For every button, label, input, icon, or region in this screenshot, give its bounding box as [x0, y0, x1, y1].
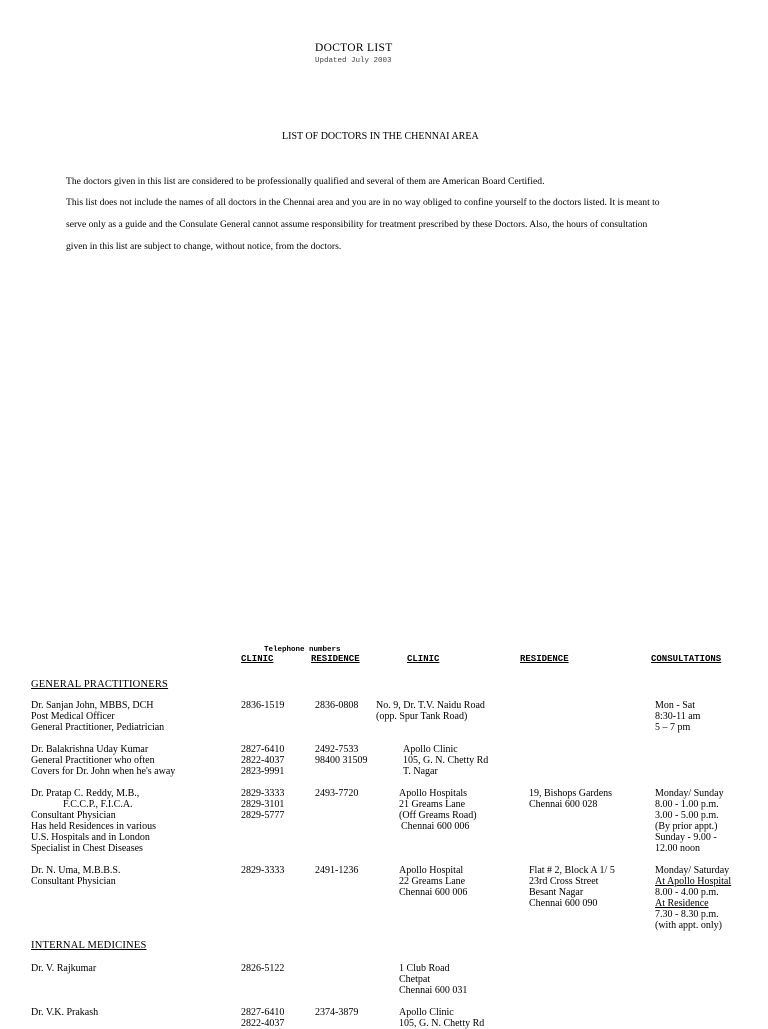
residence-phone-line: 2836-0808 — [315, 700, 359, 711]
section-heading-internal-medicines: INTERNAL MEDICINES — [31, 940, 147, 951]
clinic-address-line: Chennai 600 006 — [399, 887, 468, 898]
column-header-clinic-phone: CLINIC — [241, 654, 274, 664]
clinic-phone — [241, 700, 284, 711]
clinic-address-line: Apollo Clinic — [399, 1007, 454, 1018]
clinic-phone — [241, 963, 284, 974]
consultation-line: 3.00 - 5.00 p.m. — [655, 810, 719, 821]
doctor-name — [31, 963, 96, 974]
clinic-phone — [241, 788, 284, 821]
clinic-phone — [241, 865, 284, 876]
clinic-phone-line: 2827-6410 — [241, 744, 285, 755]
consultation-hours — [655, 700, 700, 733]
clinic-address-line: (Off Greams Road) — [399, 810, 477, 821]
doctor-name-line: F.C.C.P., F.I.C.A. — [63, 799, 133, 810]
residence-phone — [315, 700, 358, 711]
residence-address — [529, 865, 615, 909]
residence-address-line: 23rd Cross Street — [529, 876, 599, 887]
doctor-name-line: Post Medical Officer — [31, 711, 115, 722]
clinic-address — [399, 963, 467, 996]
consultation-line: Monday/ Sunday — [655, 788, 724, 799]
residence-address-line: Chennai 600 090 — [529, 898, 598, 909]
clinic-address — [399, 1007, 484, 1029]
doctor-name — [31, 744, 175, 777]
updated-date: Updated July 2003 — [315, 57, 392, 65]
clinic-address-line: Apollo Hospitals — [399, 788, 468, 799]
residence-address-line: Chennai 600 028 — [529, 799, 598, 810]
intro-line: This list does not include the names of all doctors in the Chennai area and you are in no way obliged to confine yourself to the doctors listed. It is meant to — [66, 197, 660, 208]
clinic-address — [399, 865, 467, 898]
clinic-address-line: No. 9, Dr. T.V. Naidu Road — [376, 700, 485, 711]
clinic-address-line: 105, G. N. Chetty Rd — [399, 1018, 485, 1029]
residence-phone — [315, 1007, 358, 1018]
residence-phone-line: 2493-7720 — [315, 788, 359, 799]
doctor-name-line: Dr. N. Uma, M.B.B.S. — [31, 865, 121, 876]
column-header-clinic-address: CLINIC — [407, 654, 440, 664]
column-header-residence-address: RESIDENCE — [520, 654, 569, 664]
doctor-name-line: General Practitioner who often — [31, 755, 155, 766]
clinic-address-line: T. Nagar — [403, 766, 438, 777]
residence-address-line: 19, Bishops Gardens — [529, 788, 613, 799]
document-title: DOCTOR LIST — [315, 42, 393, 54]
residence-phone-line: 98400 31509 — [315, 755, 368, 766]
doctor-name-line: Specialist in Chest Diseases — [31, 843, 143, 854]
residence-phone-line: 2374-3879 — [315, 1007, 359, 1018]
doctor-name-line: Dr. Balakrishna Uday Kumar — [31, 744, 149, 755]
consultation-line: 8:30-11 am — [655, 711, 701, 722]
intro-line: serve only as a guide and the Consulate General cannot assume responsibility for treatment prescribed by these Doctors. Also, the hours of consultation — [66, 219, 648, 230]
clinic-address — [399, 788, 477, 832]
consultation-line: At Apollo Hospital — [655, 876, 732, 887]
intro-line: The doctors given in this list are considered to be professionally qualified and several of them are American Board Certified. — [66, 176, 545, 187]
section-heading-general-practitioners: GENERAL PRACTITIONERS — [31, 679, 169, 690]
doctor-name-line: Dr. V. Rajkumar — [31, 963, 97, 974]
clinic-address-line: 22 Greams Lane — [399, 876, 466, 887]
telephone-numbers-label: Telephone numbers — [264, 646, 341, 654]
consultation-line: 5 – 7 pm — [655, 722, 691, 733]
clinic-address-line: Apollo Clinic — [403, 744, 458, 755]
clinic-address-line: 21 Greams Lane — [399, 799, 466, 810]
doctor-name-line: Consultant Physician — [31, 810, 116, 821]
residence-phone-line: 2491-1236 — [315, 865, 359, 876]
clinic-phone-line: 2829-5777 — [241, 810, 285, 821]
residence-address — [529, 788, 612, 810]
clinic-address — [403, 744, 488, 777]
consultation-line: Sunday - 9.00 - — [655, 832, 717, 843]
clinic-phone-line: 2829-3101 — [241, 799, 285, 810]
doctor-name — [31, 700, 164, 733]
residence-phone — [315, 744, 368, 766]
doctor-name-line: General Practitioner, Pediatrician — [31, 722, 165, 733]
consultation-line: (with appt. only) — [655, 920, 722, 931]
residence-phone — [315, 865, 358, 876]
residence-phone — [315, 788, 358, 799]
consultation-line: (By prior appt.) — [655, 821, 718, 832]
clinic-address — [376, 700, 485, 722]
column-header-consultations: CONSULTATIONS — [651, 654, 722, 664]
doctor-name-line: Dr. Pratap C. Reddy, M.B., — [31, 788, 140, 799]
clinic-phone-line: 2829-3333 — [241, 865, 285, 876]
consultation-line: 7.30 - 8.30 p.m. — [655, 909, 719, 920]
clinic-phone-line: 2827-6410 — [241, 1007, 285, 1018]
clinic-phone-line: 2826-5122 — [241, 963, 285, 974]
doctor-name-line: Covers for Dr. John when he's away — [31, 766, 176, 777]
doctor-name-line: Dr. Sanjan John, MBBS, DCH — [31, 700, 154, 711]
clinic-phone-line: 2829-3333 — [241, 788, 285, 799]
consultation-line: 12.00 noon — [655, 843, 700, 854]
consultation-line: At Residence — [655, 898, 709, 909]
consultation-line: 8.00 - 4.00 p.m. — [655, 887, 719, 898]
clinic-address-line: Chennai 600 031 — [399, 985, 468, 996]
intro-line: given in this list are subject to change, without notice, from the doctors. — [66, 241, 342, 252]
doctor-name-line: Dr. V.K. Prakash — [31, 1007, 99, 1018]
clinic-address-line: (opp. Spur Tank Road) — [376, 711, 468, 722]
clinic-address-line: 1 Club Road — [399, 963, 450, 974]
clinic-phone-line: 2836-1519 — [241, 700, 285, 711]
consultation-hours — [655, 865, 731, 931]
residence-phone-line: 2492-7533 — [315, 744, 359, 755]
doctor-name-line: U.S. Hospitals and in London — [31, 832, 150, 843]
residence-address-line: Besant Nagar — [529, 887, 584, 898]
doctor-name-line: Consultant Physician — [31, 876, 116, 887]
list-title: LIST OF DOCTORS IN THE CHENNAI AREA — [282, 131, 479, 142]
clinic-address-line: Apollo Hospital — [399, 865, 464, 876]
consultation-line: 8.00 - 1.00 p.m. — [655, 799, 719, 810]
clinic-phone — [241, 744, 284, 777]
clinic-phone-line: 2822-4037 — [241, 755, 285, 766]
consultation-hours — [655, 788, 724, 854]
clinic-address-line: 105, G. N. Chetty Rd — [403, 755, 489, 766]
doctor-name — [31, 1007, 98, 1018]
consultation-line: Monday/ Saturday — [655, 865, 730, 876]
consultation-line: Mon - Sat — [655, 700, 695, 711]
clinic-phone — [241, 1007, 284, 1029]
column-header-residence-phone: RESIDENCE — [311, 654, 360, 664]
doctor-name — [31, 788, 156, 854]
clinic-address-line: Chetpat — [399, 974, 431, 985]
clinic-address-line: Chennai 600 006 — [401, 821, 470, 832]
clinic-phone-line: 2822-4037 — [241, 1018, 285, 1029]
residence-address-line: Flat # 2, Block A 1/ 5 — [529, 865, 615, 876]
doctor-name-line: Has held Residences in various — [31, 821, 156, 832]
doctor-name — [31, 865, 120, 887]
clinic-phone-line: 2823-9991 — [241, 766, 285, 777]
